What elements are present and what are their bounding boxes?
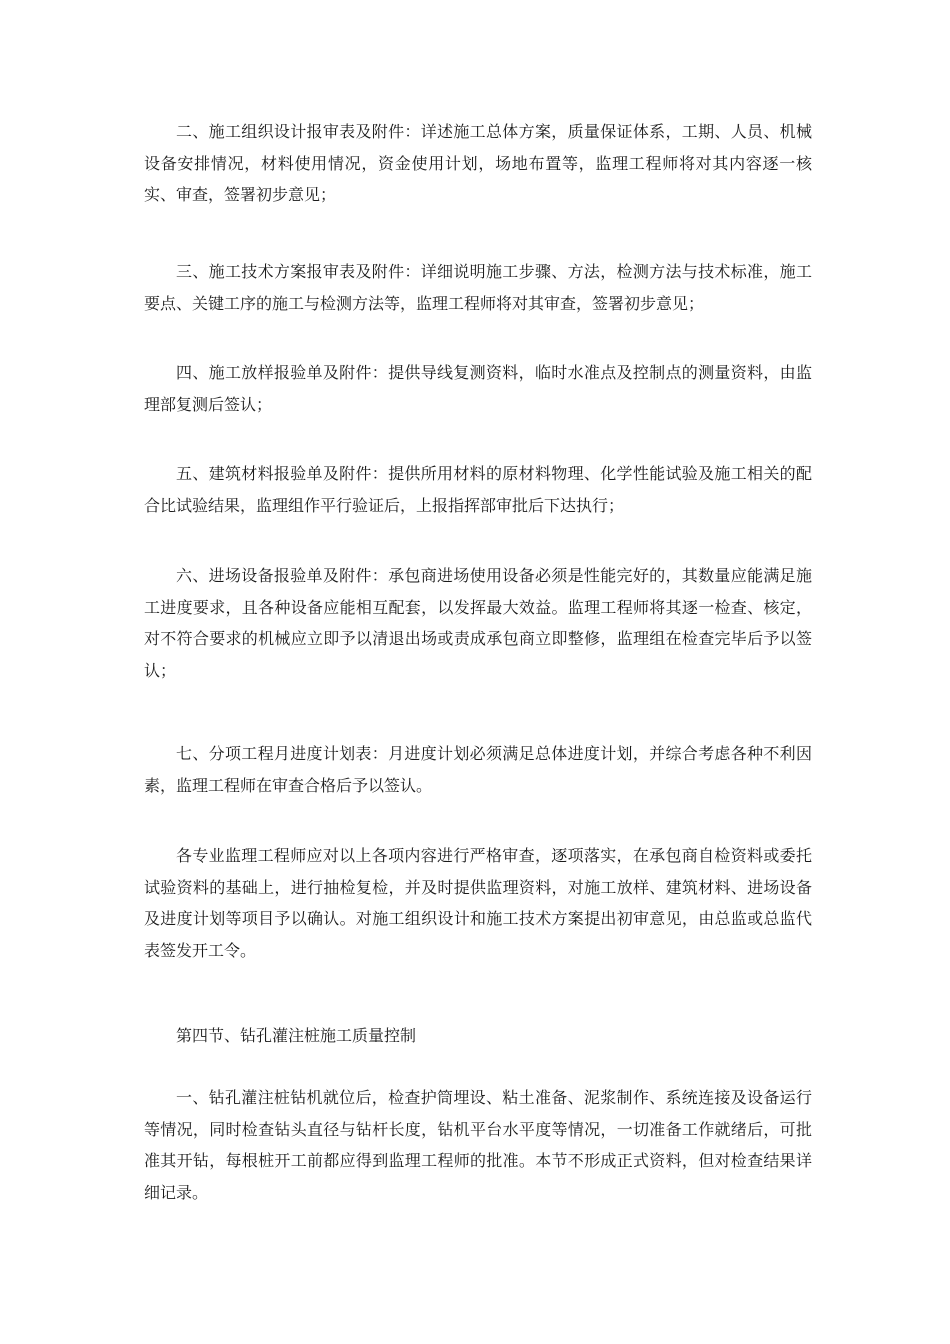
paragraph-monthly-schedule: 七、分项工程月进度计划表：月进度计划必须满足总体进度计划，并综合考虑各种不利因素，监理工程师在审查合格后予以签认。 (144, 744, 812, 795)
paragraph-equipment: 六、进场设备报验单及附件：承包商进场使用设备必须是性能完好的，其数量应能满足施工进度要求，且各种设备应能相互配套，以发挥最大效益。监理工程师将其逐一检查、核定，对不符合要求的机械应立即予以清退出场或责成承包商立即整修，监理组在检查完毕后予以签认； (144, 566, 812, 680)
paragraph-setting-out: 四、施工放样报验单及附件：提供导线复测资料，临时水准点及控制点的测量资料，由监理部复测后签认； (144, 363, 812, 414)
paragraph-technical-plan: 三、施工技术方案报审表及附件：详细说明施工步骤、方法，检测方法与技术标准，施工要点、关键工序的施工与检测方法等，监理工程师将对其审查，签署初步意见； (144, 262, 812, 313)
paragraph-review-summary: 各专业监理工程师应对以上各项内容进行严格审查，逐项落实，在承包商自检资料或委托试验资料的基础上，进行抽检复检，并及时提供监理资料，对施工放样、建筑材料、进场设备及进度计划等项目予以确认。对施工组织设计和施工技术方案提出初审意见，由总监或总监代表签发开工令。 (144, 846, 812, 960)
paragraph-construction-organization-design: 二、施工组织设计报审表及附件：详述施工总体方案，质量保证体系，工期、人员、机械设备安排情况，材料使用情况，资金使用计划，场地布置等，监理工程师将对其内容逐一核实、审查，签署初步意见； (144, 122, 812, 204)
paragraph-building-materials: 五、建筑材料报验单及附件：提供所用材料的原材料物理、化学性能试验及施工相关的配合比试验结果，监理组作平行验证后，上报指挥部审批后下达执行； (144, 464, 812, 515)
paragraph-drilling-rig: 一、钻孔灌注桩钻机就位后，检查护筒埋设、粘土准备、泥浆制作、系统连接及设备运行等情况，同时检查钻头直径与钻杆长度，钻机平台水平度等情况，一切准备工作就绪后，可批准其开钻，每根桩开工前都应得到监理工程师的批准。本节不形成正式资料，但对检查结果详细记录。 (144, 1088, 812, 1202)
section-heading: 第四节、钻孔灌注桩施工质量控制 (176, 1026, 417, 1045)
